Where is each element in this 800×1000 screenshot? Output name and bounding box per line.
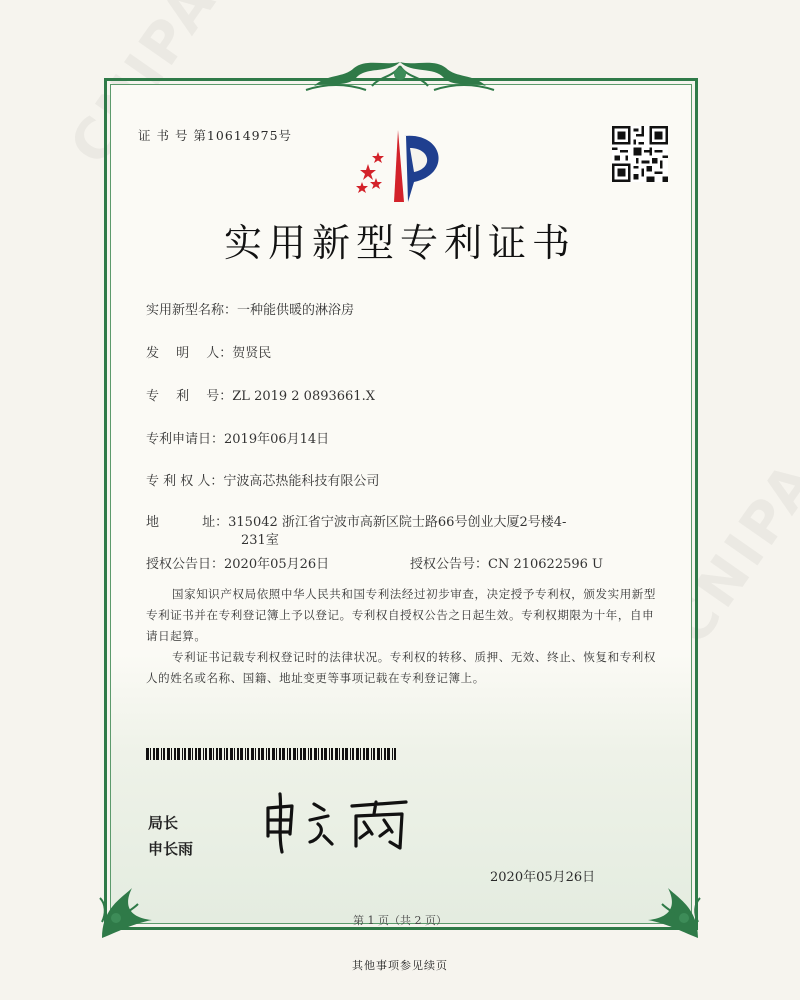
statement-paragraph: 国家知识产权局依照中华人民共和国专利法经过初步审查，决定授予专利权，颁发实用新型专利证书并在专利登记簿上予以登记。专利权自授权公告之日起生效。专利权期限为十年，自申请日起算。	[146, 587, 656, 643]
field-label: 地 址：	[146, 515, 229, 530]
field-address-continued: 231室	[241, 533, 279, 548]
field-utility-model-name	[146, 299, 354, 318]
field-address	[146, 511, 566, 530]
cnipa-logo-icon	[348, 126, 458, 206]
certificate-number: 证 书 号 第10614975号	[138, 128, 293, 143]
footer-note: 其他事项参见续页	[352, 959, 448, 972]
grant-number-value: CN 210622596 U	[488, 557, 603, 572]
signatory-role: 局长	[148, 814, 179, 832]
signatory-name: 申长雨	[148, 840, 194, 858]
field-label: 专 利 号：	[146, 389, 233, 404]
field-label: 专 利 权 人：	[146, 474, 224, 489]
field-label: 实用新型名称：	[146, 303, 238, 318]
field-label: 发 明 人：	[146, 346, 233, 361]
grant-date-label: 授权公告日：	[146, 557, 225, 572]
field-value: 2019年06月14日	[224, 432, 330, 447]
field-application-date	[146, 428, 329, 447]
page-number: 第 1 页（共 2 页）	[353, 914, 447, 927]
grant-number-label: 授权公告号：	[410, 557, 489, 572]
grant-date-value: 2020年05月26日	[224, 557, 330, 572]
field-value: ZL 2019 2 0893661.X	[232, 389, 375, 404]
bottom-left-ornament-icon	[92, 858, 182, 948]
field-inventor	[146, 342, 271, 361]
field-patentee	[146, 470, 379, 489]
field-patent-number	[146, 385, 375, 404]
field-value: 一种能供暖的淋浴房	[237, 303, 355, 318]
field-value: 宁波高芯热能科技有限公司	[223, 474, 380, 489]
certificate-title: 实用新型专利证书	[223, 221, 576, 265]
signature-icon	[256, 790, 416, 854]
field-label: 专利申请日：	[146, 432, 225, 447]
field-value: 315042 浙江省宁波市高新区院士路66号创业大厦2号楼4-	[228, 515, 567, 530]
sign-date: 2020年05月26日	[490, 870, 596, 885]
grant-date	[146, 553, 329, 572]
qr-code-icon	[612, 126, 668, 182]
top-ornament-icon	[296, 56, 504, 96]
bottom-right-ornament-icon	[618, 858, 708, 948]
grant-number	[410, 553, 603, 572]
field-value: 贺贤民	[232, 346, 272, 361]
statement-paragraph: 专利证书记载专利权登记时的法律状况。专利权的转移、质押、无效、终止、恢复和专利权人的姓名或名称、国籍、地址变更等事项记载在专利登记簿上。	[146, 650, 656, 685]
barcode-icon	[146, 748, 396, 760]
